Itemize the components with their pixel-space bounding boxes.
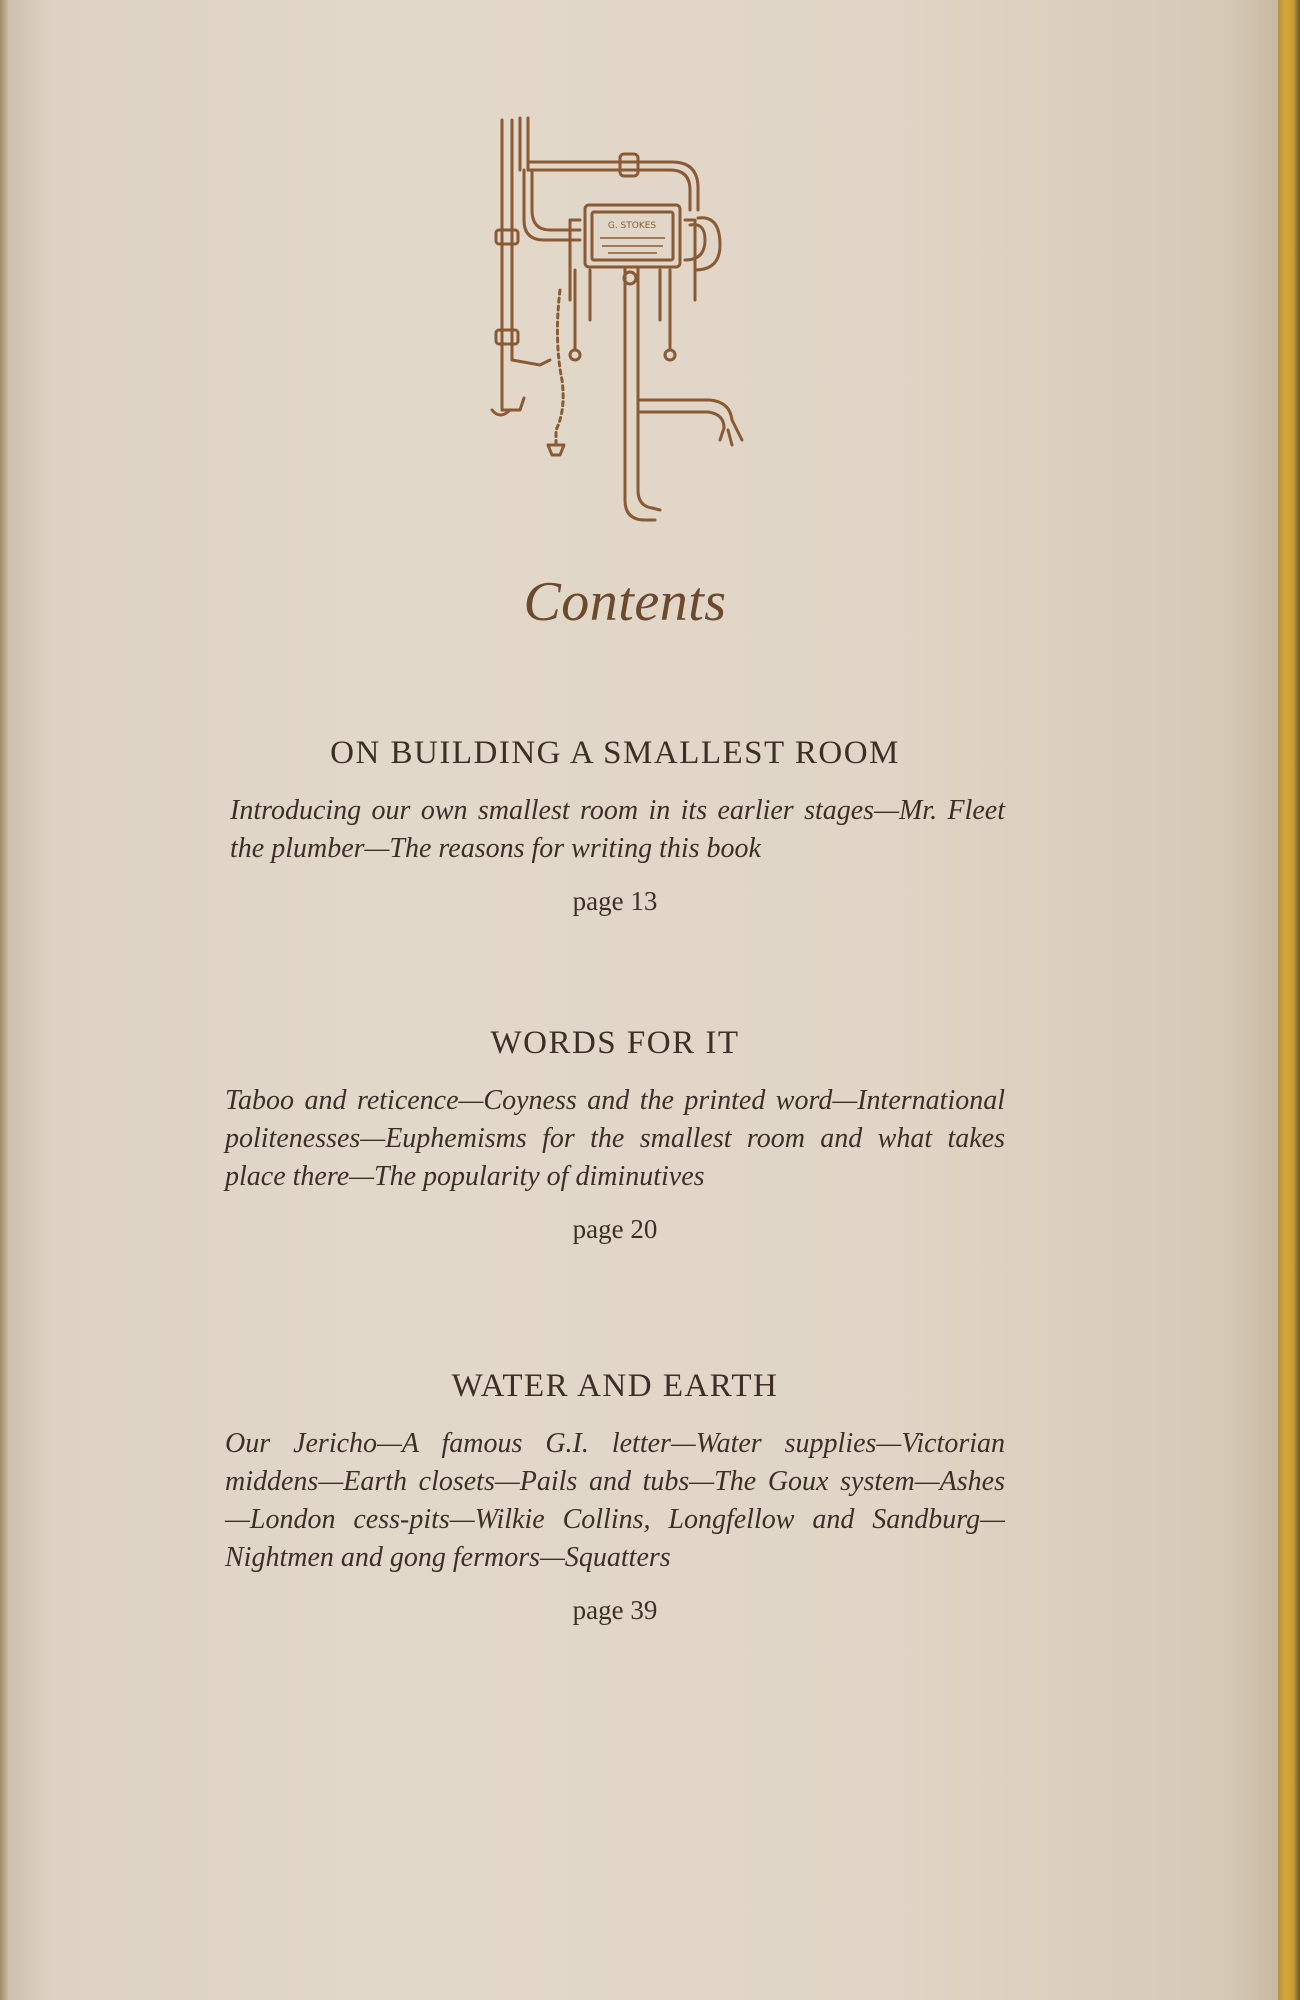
chapter-heading: ON BUILDING A SMALLEST ROOM bbox=[330, 735, 900, 771]
chapter-page-number: page 13 bbox=[572, 886, 658, 916]
chapter-description: Taboo and reticence—Coyness and the printed word—International politenesses—Euphemisms for the smallest room and what takes place there—The popularity of diminutives bbox=[225, 1085, 1005, 1192]
page-title: Contents bbox=[523, 571, 727, 633]
chapter-description: Introducing our own smallest room in its earlier stages—Mr. Fleet the plumber—The reasons for writing this book bbox=[230, 795, 1005, 864]
contents-entry bbox=[225, 1368, 1005, 1626]
chapter-heading: WATER AND EARTH bbox=[451, 1368, 779, 1404]
cistern-label: G. STOKES bbox=[607, 221, 657, 231]
cistern-and-pipes-drawing bbox=[480, 110, 780, 530]
contents-entry bbox=[225, 735, 1005, 917]
chapter-page-number: page 39 bbox=[572, 1595, 658, 1625]
contents-entry bbox=[225, 1025, 1005, 1245]
page-gutter bbox=[0, 0, 8, 2000]
chapter-page-number: page 20 bbox=[572, 1214, 658, 1244]
book-cover-edge bbox=[1278, 0, 1300, 2000]
chapter-description: Our Jericho—A famous G.I. letter—Water supplies—Victorian middens—Earth closets—Pails and tubs—The Goux system—Ashes—London cess-pits—Wilkie Collins, Longfellow and Sandburg—Nightmen and gong fermors—Squatters bbox=[225, 1428, 1005, 1573]
chapter-heading: WORDS FOR IT bbox=[490, 1025, 740, 1061]
